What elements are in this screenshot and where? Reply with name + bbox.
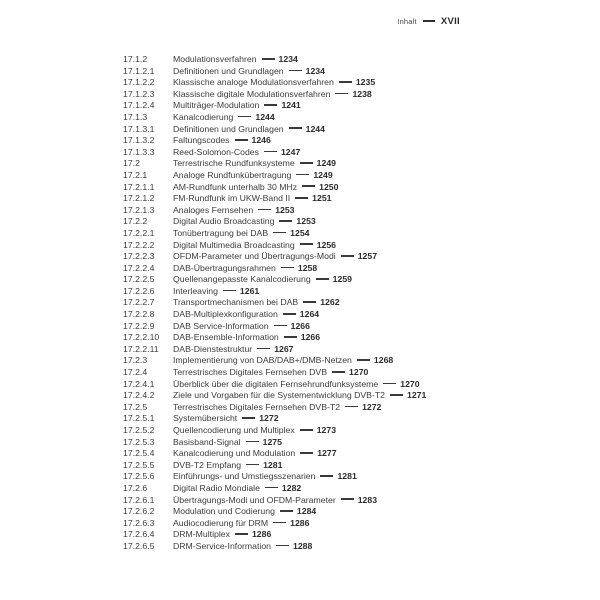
toc-entry-number: 17.2.4 [123,367,148,378]
toc-entry-title: Tonübertragung bei DAB [173,227,269,238]
toc-entry [123,541,570,553]
toc-entry-number: 17.1.3.1 [123,123,155,134]
toc-leader-dash-rule [316,278,329,280]
toc-leader-dash-rule [246,441,259,443]
toc-leader-dash-rule [284,336,297,338]
toc-entry [123,135,570,147]
toc-entry-number: 17.2.2.4 [123,262,155,273]
toc-entry [123,495,570,507]
toc-leader-dash-rule [280,510,293,512]
toc-entry-title: Audiocodierung für DRM [173,517,269,528]
toc-entry-title: DVB-T2 Empfang [173,459,242,470]
toc-entry-title: Definitionen und Grundlagen [173,123,284,134]
toc-leader-dash-rule [341,255,354,257]
toc-entry [123,147,570,159]
toc-entry [123,297,570,309]
toc-entry-number: 17.2.2.10 [123,332,160,343]
toc-leader-dash-rule [281,267,294,269]
toc-entry-number: 17.2.5 [123,401,148,412]
toc-entry-number: 17.1.2.4 [123,100,155,111]
toc-entry-number: 17.2.5.5 [123,459,155,470]
toc-entry-number: 17.2.2.1 [123,227,155,238]
toc-entry-number: 17.2.2.3 [123,251,155,262]
toc-entry [123,448,570,460]
toc-entry-number: 17.2.2.6 [123,285,155,296]
toc-entry-number: 17.2.1.1 [123,181,155,192]
toc-entry-page-number: 1281 [337,471,357,482]
toc-entry-title: DAB-Übertragungsrahmen [173,262,276,273]
toc-entry [123,124,570,136]
toc-entry [123,170,570,182]
toc-leader-dash-rule [257,348,270,350]
toc-entry-title: DAB-Multiplexkonfiguration [173,309,278,320]
toc-entry-title: Faltungscodes [173,135,230,146]
toc-entry-title: Terrestrisches Digitales Fernsehen DVB [173,367,328,378]
toc-entry [123,77,570,89]
toc-entry-number: 17.2.4.1 [123,378,155,389]
toc-entry-number: 17.2.4.2 [123,390,155,401]
toc-entry-title: Terrestrische Rundfunksysteme [173,158,295,169]
toc-leader-dash-rule [283,313,296,315]
toc-entry-page-number: 1273 [316,425,337,435]
toc-leader-dash-rule [276,545,289,547]
toc-leader-dash-rule [235,533,248,535]
toc-entry-title: Terrestrisches Digitales Fernsehen DVB-T2 [173,401,341,412]
toc-entry-page-number: 1286 [251,529,272,540]
toc-entry-number: 17.2.2.11 [123,343,159,354]
toc-entry [123,332,570,344]
toc-leader-dash-rule [341,498,354,500]
toc-entry [123,286,570,298]
toc-entry [123,413,570,425]
toc-entry [123,182,570,194]
toc-entry-number: 17.2.1.2 [123,193,155,204]
toc-entry-page-number: 1234 [278,54,298,64]
toc-entry-page-number: 1283 [357,494,378,505]
toc-leader-dash-rule [300,452,313,454]
toc-entry-title: Interleaving [173,285,218,296]
toc-entry-page-number: 1270 [400,378,420,389]
toc-entry-page-number: 1268 [373,355,394,366]
toc-leader-dash-rule [235,139,248,141]
toc-entry-title: Klassische digitale Modulationsverfahren [173,88,331,99]
toc-entry-number: 17.2.5.1 [123,413,155,424]
toc-entry-page-number: 1267 [274,343,294,354]
toc-entry-title: Einführungs- und Umstiegsszenarien [173,471,316,482]
toc-leader-dash-rule [300,162,313,164]
toc-entry [123,228,570,240]
toc-entry-number: 17.2.2.5 [123,274,155,285]
toc-entry [123,66,570,78]
toc-entry-page-number: 1277 [317,448,337,459]
toc-leader-dash-rule [300,429,313,431]
toc-entry [123,379,570,391]
toc-entry-title: Definitionen und Grundlagen [173,65,284,76]
toc-entry-title: DRM-Service-Information [173,540,271,551]
toc-entry [123,112,570,124]
toc-entry [123,216,570,228]
toc-entry-number: 17.2.2 [123,216,148,227]
toc-leader-dash-rule [335,93,348,95]
toc-entry-title: Kanalcodierung [173,111,234,122]
toc-entry-number: 17.1.2.3 [123,88,155,99]
toc-entry-page-number: 1259 [332,274,352,285]
toc-entry-page-number: 1241 [281,100,301,111]
toc-entry-number: 17.2.6 [123,482,148,493]
toc-leader-dash-rule [296,174,309,176]
toc-entry-number: 17.2.6.1 [123,494,155,505]
toc-entry-number: 17.2.6.2 [123,506,155,517]
toc-entry [123,263,570,275]
toc-leader-dash-rule [320,475,333,477]
toc-leader-dash-rule [339,81,352,83]
toc-entry-page-number: 1246 [251,135,271,146]
toc-entry-title: Digital Multimedia Broadcasting [173,239,295,250]
toc-entry [123,402,570,414]
toc-entry-title: AM-Rundfunk unterhalb 30 MHz [173,181,298,192]
toc-entry-number: 17.2.2.8 [123,309,155,320]
toc-entry-number: 17.2.1 [123,169,148,180]
toc-entry-number: 17.1.2.1 [123,65,155,76]
toc-entry-page-number: 1272 [362,401,382,412]
toc-entry-title: Quellencodierung und Multiplex [173,425,295,435]
toc-entry-page-number: 1238 [352,88,372,99]
toc-entry [123,518,570,530]
toc-entry-number: 17.2 [123,158,140,169]
toc-leader-dash-rule [274,325,287,327]
toc-entry [123,89,570,101]
toc-entry-number: 17.1.3.3 [123,146,155,157]
toc-entry-page-number: 1244 [305,123,325,134]
toc-entry [123,355,570,367]
toc-entry-title: DRM-Multiplex [173,529,230,540]
toc-entry-number: 17.2.5.6 [123,471,155,482]
toc-leader-dash-rule [258,209,271,211]
toc-entry [123,251,570,263]
toc-entry-number: 17.2.6.5 [123,540,155,551]
toc-entry-number: 17.2.5.3 [123,436,155,447]
toc-entry [123,54,570,66]
toc-entry-page-number: 1272 [259,413,279,424]
toc-entry-page-number: 1253 [296,216,316,227]
toc-entry-title: Modulationsverfahren [173,54,257,64]
toc-entry [123,425,570,437]
toc-entry-page-number: 1244 [255,111,275,122]
toc-entry [123,205,570,217]
toc-entry [123,274,570,286]
toc-leader-dash-rule [279,220,292,222]
toc-entry [123,100,570,112]
toc-entry [123,471,570,483]
toc-entry-page-number: 1235 [355,77,376,88]
toc-entry-title: Analoge Rundfunkübertragung [173,169,292,180]
toc-entry [123,240,570,252]
toc-leader-dash-rule [265,487,278,489]
toc-entry-page-number: 1281 [263,459,283,470]
toc-entry-title: DAB-Ensemble-Information [173,332,279,343]
toc-entry [123,390,570,402]
toc-entry [123,367,570,379]
toc-entry-title: Implementierung von DAB/DAB+/DMB-Netzen [173,355,352,366]
toc-leader-dash-rule [264,104,277,106]
toc-entry-page-number: 1254 [290,227,310,238]
toc-entry-number: 17.2.2.9 [123,320,155,331]
toc-entry-number: 17.2.2.2 [123,239,155,250]
toc-entry-number: 17.2.6.3 [123,517,155,528]
running-head-dash-rule [423,20,435,22]
toc-leader-dash-rule [273,522,286,524]
toc-leader-dash-rule [390,394,403,396]
toc-leader-dash-rule [242,417,255,419]
toc-list [123,54,570,553]
toc-leader-dash-rule [246,464,259,466]
toc-entry [123,529,570,541]
toc-leader-dash-rule [238,116,251,118]
toc-entry-page-number: 1270 [349,367,369,378]
toc-entry-number: 17.1.2.2 [123,77,155,88]
toc-entry [123,158,570,170]
toc-entry-number: 17.2.6.4 [123,529,155,540]
toc-leader-dash-rule [357,359,370,361]
toc-entry-number: 17.1.3 [123,111,148,122]
toc-leader-dash-rule [295,197,308,199]
toc-entry-page-number: 1249 [313,169,333,180]
toc-entry-page-number: 1286 [290,517,310,528]
toc-leader-dash-rule [345,406,358,408]
toc-leader-dash-rule [223,290,236,292]
toc-leader-dash-rule [289,127,302,129]
toc-entry-title: Multiträger-Modulation [173,100,260,111]
toc-entry-title: Übertragungs-Modi und OFDM-Parameter [173,494,336,505]
toc-entry-number: 17.2.3 [123,355,148,366]
toc-entry-page-number: 1266 [300,332,321,343]
toc-entry-title: Transportmechanismen bei DAB [173,297,299,308]
toc-entry-page-number: 1264 [299,309,320,320]
toc-entry-title: Kanalcodierung und Modulation [173,448,296,459]
toc-leader-dash-rule [264,151,277,153]
toc-entry-title: Reed-Solomon-Codes [173,146,259,157]
toc-entry [123,344,570,356]
toc-entry-title: Quellenangepasste Kanalcodierung [173,274,311,285]
toc-entry-title: FM-Rundfunk im UKW-Band II [173,193,291,204]
toc-leader-dash-rule [289,70,302,72]
toc-entry-title: Analoges Fernsehen [173,204,254,215]
toc-entry-page-number: 1284 [296,506,317,517]
running-head-page-number: XVII [440,16,460,27]
toc-entry [123,193,570,205]
running-head-label: Inhalt [397,17,417,26]
toc-leader-dash-rule [302,185,315,187]
toc-entry-page-number: 1247 [280,146,301,157]
toc-entry-page-number: 1271 [407,390,427,401]
toc-entry-page-number: 1257 [357,251,378,262]
toc-entry-page-number: 1251 [312,193,332,204]
toc-entry-number: 17.1.3.2 [123,135,155,146]
toc-entry [123,460,570,472]
toc-leader-dash-rule [383,383,396,385]
toc-entry [123,437,570,449]
toc-entry-title: Digital Radio Mondiale [173,482,260,493]
toc-leader-dash-rule [300,243,313,245]
toc-entry-page-number: 1266 [290,320,310,331]
toc-entry-title: Basisband-Signal [173,436,241,447]
toc-entry-title: DAB Service-Information [173,320,269,331]
toc-entry [123,309,570,321]
toc-entry-title: Ziele und Vorgaben für die Systementwicklung DVB-T2 [173,390,385,401]
toc-entry-page-number: 1275 [262,436,282,447]
toc-entry [123,506,570,518]
toc-entry [123,321,570,333]
toc-entry-title: OFDM-Parameter und Übertragungs-Modi [173,251,336,262]
toc-entry-page-number: 1262 [320,297,340,308]
toc-leader-dash-rule [273,232,286,234]
toc-entry-page-number: 1253 [275,204,295,215]
toc-entry-title: DAB-Dienstestruktur [173,343,253,354]
toc-entry-title: Klassische analoge Modulationsverfahren [173,77,334,88]
toc-entry-page-number: 1249 [316,158,336,169]
running-head [397,16,460,27]
toc-entry-number: 17.1.2 [123,54,148,64]
toc-entry-page-number: 1288 [293,540,313,551]
toc-entry-page-number: 1258 [297,262,318,273]
toc-entry [123,483,570,495]
toc-entry-number: 17.2.5.4 [123,448,155,459]
toc-entry-title: Modulation und Codierung [173,506,275,517]
toc-leader-dash-rule [262,58,275,60]
toc-entry-number: 17.2.5.2 [123,425,155,435]
toc-entry-page-number: 1250 [319,181,339,192]
toc-entry-title: Überblick über die digitalen Fernsehrundfunksysteme [173,378,379,389]
toc-entry-page-number: 1234 [305,65,325,76]
toc-leader-dash-rule [332,371,345,373]
toc-leader-dash-rule [303,301,316,303]
toc-entry-page-number: 1256 [316,239,337,250]
toc-entry-number: 17.2.1.3 [123,204,155,215]
toc-entry-page-number: 1282 [281,482,302,493]
toc-entry-number: 17.2.2.7 [123,297,155,308]
toc-entry-title: Systemübersicht [173,413,238,424]
toc-entry-title: Digital Audio Broadcasting [173,216,275,227]
toc-entry-page-number: 1261 [239,285,260,296]
